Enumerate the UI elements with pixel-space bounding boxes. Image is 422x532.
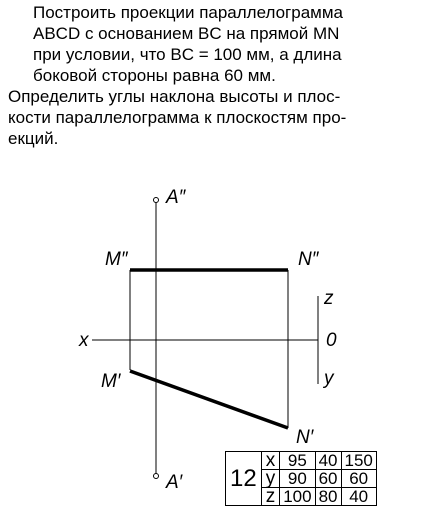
table-cell: 100: [280, 488, 315, 506]
label-n2: N″: [298, 249, 319, 270]
table-cell: 60: [315, 470, 341, 488]
problem-line: ABCD с основанием BC на прямой MN: [33, 24, 340, 43]
table-cell: 95: [280, 452, 315, 470]
table-cell: 150: [341, 452, 376, 470]
problem-line: при условии, что BC = 100 мм, а длина: [33, 45, 342, 64]
label-a2: A″: [166, 187, 186, 208]
variant-number: 12: [226, 452, 262, 506]
point-a1: [154, 474, 159, 479]
axis-z: z: [261, 488, 280, 506]
variant-table: [225, 451, 377, 506]
label-x: x: [79, 330, 89, 351]
axis-y: y: [261, 470, 280, 488]
line-m1n1: [130, 371, 288, 428]
label-y: y: [324, 368, 334, 389]
axis-x: x: [261, 452, 280, 470]
table-cell: 80: [315, 488, 341, 506]
point-a2: [154, 198, 159, 203]
problem-line: боковой стороны равна 60 мм.: [33, 66, 276, 85]
table-cell: 40: [341, 488, 376, 506]
question-line: кости параллелограмма к плоскостям про-: [8, 108, 347, 127]
question-line: екций.: [8, 129, 59, 148]
question-line: Определить углы наклона высоты и плос-: [8, 87, 341, 106]
label-o: 0: [326, 330, 337, 351]
label-m1: M′: [101, 371, 121, 392]
table-cell: 90: [280, 470, 315, 488]
problem-line: Построить проекции параллелограмма: [33, 3, 343, 22]
table-cell: 40: [315, 452, 341, 470]
label-z: z: [324, 288, 334, 309]
table-cell: 60: [341, 470, 376, 488]
label-m2: M″: [105, 249, 128, 270]
label-a1: A′: [166, 472, 183, 493]
label-n1: N′: [296, 427, 314, 448]
